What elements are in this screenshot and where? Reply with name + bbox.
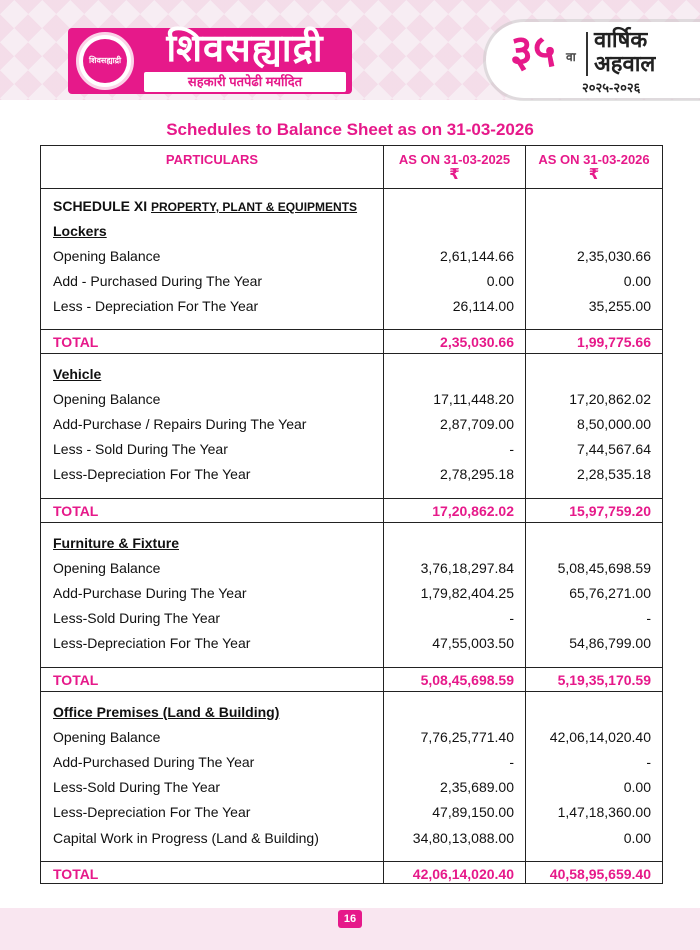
header-2025 — [384, 152, 525, 182]
value-2025: 2,78,295.18 — [440, 466, 514, 482]
schedule-name: PROPERTY, PLANT & EQUIPMENTS — [151, 200, 358, 214]
row-label: Less - Sold During The Year — [53, 441, 228, 457]
org-name: शिवसह्याद्री — [166, 28, 324, 70]
total-row — [41, 861, 662, 886]
row-label: Add-Purchase During The Year — [53, 585, 247, 601]
table-row — [41, 631, 662, 656]
row-label: Add-Purchase / Repairs During The Year — [53, 416, 307, 432]
row-label: Capital Work in Progress (Land & Building) — [53, 830, 319, 846]
table-row — [41, 437, 662, 462]
value-2026: 2,35,030.66 — [577, 248, 651, 264]
value-2025: 1,79,82,404.25 — [420, 585, 514, 601]
value-2026: - — [646, 610, 651, 626]
value-2025: - — [509, 754, 514, 770]
value-2026: 8,50,000.00 — [577, 416, 651, 432]
row-label: Opening Balance — [53, 391, 161, 407]
value-2025: 2,35,689.00 — [440, 779, 514, 795]
total-2025: 17,20,862.02 — [432, 503, 514, 519]
table-row — [41, 725, 662, 750]
value-2025: - — [509, 441, 514, 457]
row-label: Less-Depreciation For The Year — [53, 804, 251, 820]
row-label: Add - Purchased During The Year — [53, 273, 263, 289]
value-2025: 47,55,003.50 — [432, 635, 514, 651]
row-label: Less - Depreciation For The Year — [53, 298, 259, 314]
value-2026: 1,47,18,360.00 — [557, 804, 651, 820]
total-label: TOTAL — [53, 672, 99, 688]
value-2026: 2,28,535.18 — [577, 466, 651, 482]
value-2026: 35,255.00 — [588, 298, 651, 314]
page-title: Schedules to Balance Sheet as on 31-03-2026 — [166, 120, 534, 139]
table-row — [41, 244, 662, 269]
table-row — [41, 387, 662, 412]
total-label: TOTAL — [53, 334, 99, 350]
schedule-label: SCHEDULE XI — [53, 198, 148, 214]
table-row — [41, 750, 662, 775]
total-row — [41, 329, 662, 354]
row-label: Add-Purchased During The Year — [53, 754, 255, 770]
total-2025: 42,06,14,020.40 — [412, 866, 514, 882]
header-2026 — [526, 152, 662, 182]
value-2026: 0.00 — [623, 273, 651, 289]
value-2026: 65,76,271.00 — [569, 585, 651, 601]
section-heading-label: Vehicle — [53, 366, 102, 382]
total-label: TOTAL — [53, 503, 99, 519]
anniversary-number: ३५ — [510, 27, 556, 76]
value-2025: 34,80,13,088.00 — [412, 830, 514, 846]
section-heading-label: Lockers — [53, 223, 107, 239]
header-particulars: PARTICULARS — [165, 152, 259, 167]
emblem-text: शिवसह्याद्री — [83, 39, 127, 83]
badge-divider — [586, 32, 588, 76]
value-2025: 3,76,18,297.84 — [420, 560, 514, 576]
total-2026: 5,19,35,170.59 — [557, 672, 651, 688]
table-row — [41, 294, 662, 319]
section-heading-label: Furniture & Fixture — [53, 535, 180, 551]
section-heading — [41, 219, 662, 244]
section-heading — [41, 700, 662, 725]
total-2025: 5,08,45,698.59 — [420, 672, 514, 688]
schedule-heading — [41, 194, 662, 219]
value-2026: 0.00 — [623, 830, 651, 846]
table-row — [41, 462, 662, 487]
emblem — [76, 32, 134, 90]
row-label: Less-Sold During The Year — [53, 610, 221, 626]
total-row — [41, 498, 662, 523]
row-label: Opening Balance — [53, 248, 161, 264]
schedule-table — [40, 145, 663, 884]
rupee-icon: ₹ — [588, 166, 600, 183]
section-heading-label: Office Premises (Land & Building) — [53, 704, 280, 720]
org-logo — [68, 28, 352, 94]
value-2025: 47,89,150.00 — [432, 804, 514, 820]
value-2025: 2,61,144.66 — [440, 248, 514, 264]
report-year: २०२५-२०२६ — [582, 80, 641, 95]
table-row — [41, 581, 662, 606]
total-2026: 40,58,95,659.40 — [549, 866, 651, 882]
value-2026: 0.00 — [623, 779, 651, 795]
row-label: Less-Depreciation For The Year — [53, 635, 251, 651]
table-row — [41, 775, 662, 800]
table-row — [41, 800, 662, 825]
value-2025: - — [509, 610, 514, 626]
value-2026: 42,06,14,020.40 — [549, 729, 651, 745]
table-row — [41, 269, 662, 294]
value-2025: 0.00 — [486, 273, 514, 289]
annual-report-badge — [486, 22, 700, 98]
anniversary-suffix: वा — [566, 50, 576, 64]
header-2026-label: AS ON 31-03-2026 — [538, 152, 650, 167]
total-row — [41, 667, 662, 692]
rupee-icon: ₹ — [449, 166, 460, 183]
value-2026: 5,08,45,698.59 — [557, 560, 651, 576]
value-2025: 2,87,709.00 — [440, 416, 514, 432]
row-label: Less-Depreciation For The Year — [53, 466, 251, 482]
value-2026: 54,86,799.00 — [569, 635, 651, 651]
total-2026: 15,97,759.20 — [569, 503, 651, 519]
table-header — [41, 146, 662, 189]
row-label: Opening Balance — [53, 729, 161, 745]
value-2025: 17,11,448.20 — [433, 391, 514, 407]
value-2026: 7,44,567.64 — [577, 441, 651, 457]
table-row — [41, 606, 662, 631]
row-label: Opening Balance — [53, 560, 161, 576]
table-row — [41, 556, 662, 581]
header-2025-label: AS ON 31-03-2025 — [398, 152, 511, 167]
annual-report-title: वार्षिक अहवाल — [594, 27, 656, 76]
section-heading — [41, 531, 662, 556]
section-heading — [41, 362, 662, 387]
org-subtitle: सहकारी पतपेढी मर्यादित — [144, 72, 346, 92]
page-number: 16 — [338, 910, 362, 928]
table-row — [41, 826, 662, 851]
value-2026: 17,20,862.02 — [569, 391, 651, 407]
total-2026: 1,99,775.66 — [577, 334, 651, 350]
row-label: Less-Sold During The Year — [53, 779, 221, 795]
total-2025: 2,35,030.66 — [440, 334, 514, 350]
value-2026: - — [646, 754, 651, 770]
value-2025: 26,114.00 — [452, 298, 514, 314]
total-label: TOTAL — [53, 866, 99, 882]
value-2025: 7,76,25,771.40 — [420, 729, 514, 745]
table-row — [41, 412, 662, 437]
